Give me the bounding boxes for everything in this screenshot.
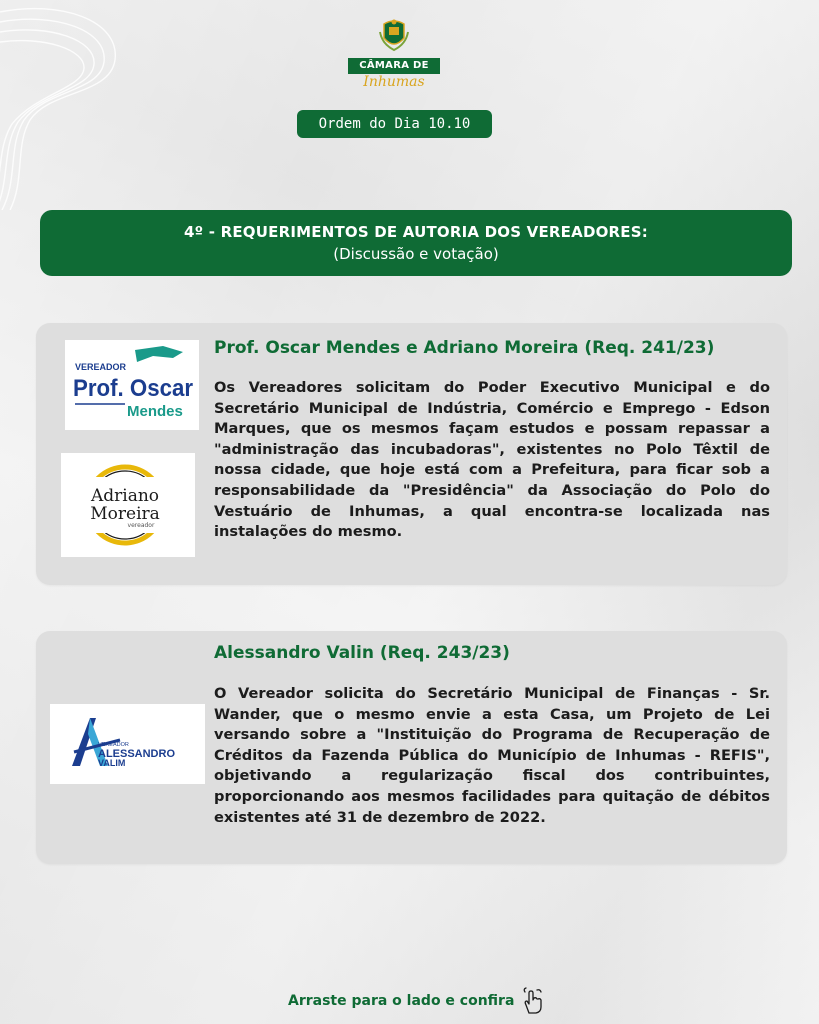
- oscar-logo-line1: VEREADOR: [75, 362, 127, 372]
- alessandro-valim-logo: [50, 704, 205, 784]
- oscar-mendes-logo: [65, 340, 199, 430]
- card-body: O Vereador solicita do Secretário Municipal de Finanças - Sr. Wander, que o mesmo envie a esta Casa, um Projeto de Lei versando sobre a "Instituição do Programa de Recuperação de Créditos da Fazenda Pública do Município de Inhumas - REFIS", objetivando a regularização fiscal dos contribuintes, proporcionando aos mesmos facilidades para quitação de débitos existentes até 31 de dezembro de 2022.: [214, 685, 770, 826]
- section-banner: [40, 210, 792, 276]
- oscar-logo-line2: Prof. Oscar: [73, 375, 193, 402]
- swipe-hint: [288, 986, 546, 1016]
- oscar-logo-graphic: [65, 340, 199, 430]
- date-pill: Ordem do Dia 10.10: [297, 110, 492, 138]
- adriano-logo-line1: Adriano: [90, 486, 160, 506]
- crest-icon: [378, 18, 410, 52]
- valim-logo-graphic: [50, 704, 205, 784]
- valim-logo-line2: ALESSANDRO: [98, 748, 176, 760]
- valim-logo-line3: VALIM: [98, 758, 126, 768]
- camara-logo: [348, 18, 440, 92]
- logo-band-text: CÂMARA DE: [348, 58, 440, 74]
- logo-script-text: Inhumas: [363, 74, 425, 90]
- card-title: Prof. Oscar Mendes e Adriano Moreira (Req. 241/23): [214, 338, 715, 358]
- adriano-moreira-logo: [61, 453, 195, 557]
- section-subtitle: (Discussão e votação): [333, 245, 499, 263]
- section-title: 4º - REQUERIMENTOS DE AUTORIA DOS VEREADORES:: [184, 223, 648, 241]
- request-card: [36, 323, 787, 585]
- card-title: Alessandro Valin (Req. 243/23): [214, 643, 510, 663]
- swipe-hand-icon: [520, 987, 546, 1015]
- adriano-logo-line2: Moreira: [90, 504, 160, 524]
- adriano-logo-line3: vereador: [127, 522, 155, 529]
- swipe-hint-text: Arraste para o lado e confira: [288, 993, 515, 1009]
- decorative-swirl: [0, 0, 140, 210]
- oscar-logo-line3: Mendes: [127, 403, 183, 420]
- request-card: [36, 631, 787, 864]
- adriano-logo-graphic: [61, 453, 195, 557]
- valim-logo-line1: VEREADOR: [98, 742, 129, 748]
- card-body: Os Vereadores solicitam do Poder Executivo Municipal e do Secretário Municipal de Indústria, Comércio e Emprego - Edson Marques, que os mesmos façam estudos e possam repassar a "administração das incubadoras", existentes no Polo Têxtil de nossa cidade, que hoje está com a Prefeitura, para ficar sob a responsabilidade da "Presidência" da Associação do Polo do Vestuário de Inhumas, a qual encontra-se localizada nas instalações do mesmo.: [214, 379, 770, 541]
